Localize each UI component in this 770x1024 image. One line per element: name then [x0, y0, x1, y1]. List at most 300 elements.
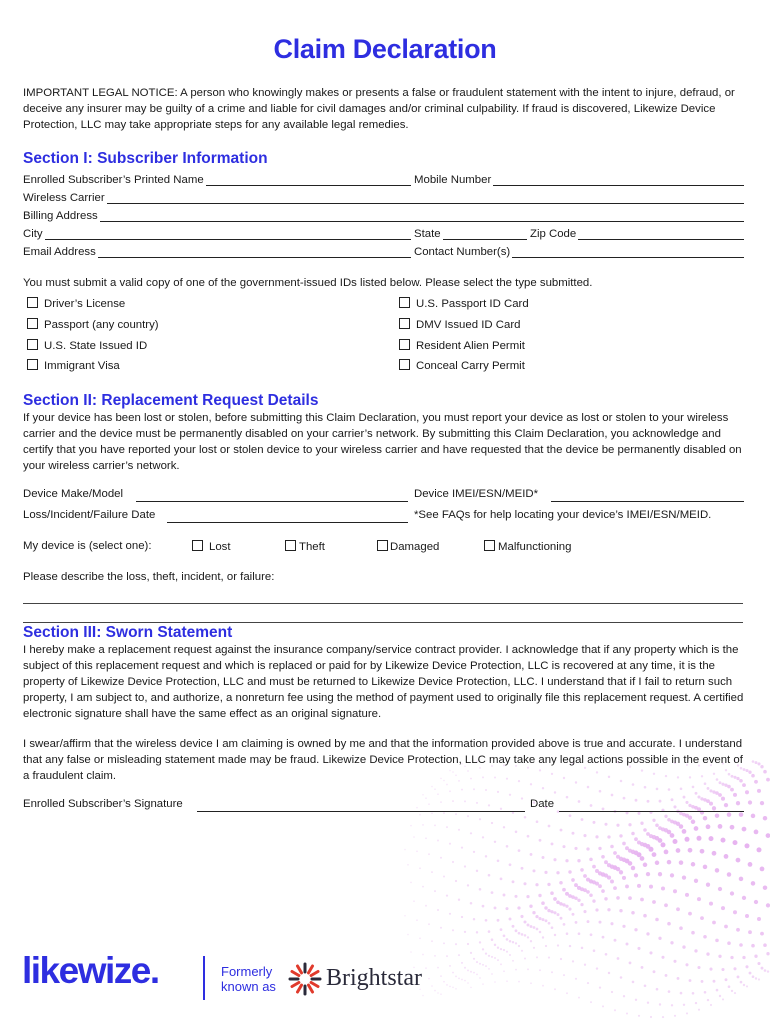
decorative-dot	[518, 945, 520, 947]
decorative-dot	[748, 800, 752, 804]
decorative-dot	[557, 944, 559, 946]
decorative-dot	[530, 853, 533, 856]
decorative-dot	[515, 969, 517, 971]
status-option-malfunctioning[interactable]	[484, 540, 571, 553]
decorative-dot	[587, 786, 590, 789]
decorative-dot	[628, 861, 633, 866]
decorative-dot	[479, 888, 482, 891]
checkbox[interactable]	[192, 540, 203, 551]
decorative-dot	[709, 789, 712, 792]
decorative-dot	[586, 847, 589, 850]
decorative-dot	[664, 815, 667, 818]
decorative-dot	[581, 818, 584, 821]
id-option-resident-alien[interactable]	[399, 339, 525, 352]
decorative-dot	[706, 799, 710, 803]
section-2-intro: If your device has been lost or stolen, before submitting this Claim Declaration, you must report your device as lost or stolen to your wireless carrier and the device must be permanently disabled on your carrier’s network. By submitting this Claim Declaration, you acknowledge and certify that you have reported your lost or stolen device to your wireless carrier and have requested that the device be permanently disabled on your wireless carrier’s network.	[23, 412, 742, 472]
state-field[interactable]	[414, 224, 527, 240]
decorative-dot	[407, 934, 409, 936]
decorative-dot	[550, 910, 553, 913]
decorative-dot	[653, 970, 656, 973]
decorative-dot	[580, 868, 584, 872]
decorative-dot	[671, 798, 674, 801]
decorative-dot	[568, 870, 571, 873]
decorative-dot	[721, 838, 726, 843]
decorative-dot	[763, 943, 767, 947]
decorative-dot	[722, 998, 724, 1000]
decorative-dot	[500, 948, 502, 950]
decorative-dot	[718, 887, 722, 891]
decorative-dot	[491, 973, 493, 975]
id-option-label: U.S. Passport ID Card	[416, 298, 529, 310]
decorative-dot	[682, 829, 687, 834]
decorative-dot	[622, 842, 626, 846]
decorative-dot	[482, 983, 484, 985]
decorative-dot	[428, 853, 430, 855]
decorative-dot	[473, 918, 475, 920]
decorative-dot	[470, 987, 472, 989]
decorative-dot	[715, 868, 720, 873]
city-field[interactable]	[23, 224, 411, 240]
formerly-line-2: known as	[221, 979, 276, 994]
decorative-dot	[751, 774, 755, 778]
decorative-dot	[619, 870, 623, 874]
decorative-dot	[434, 788, 436, 790]
decorative-dot	[446, 895, 448, 897]
decorative-dot	[542, 985, 544, 987]
decorative-dot	[712, 851, 717, 856]
decorative-dot	[601, 855, 605, 859]
decorative-dot	[419, 937, 421, 939]
decorative-dot	[607, 876, 611, 880]
decorative-dot	[668, 990, 671, 993]
decorative-dot	[580, 903, 583, 906]
decorative-dot	[425, 905, 427, 907]
decorative-dot	[706, 824, 711, 829]
id-option-label: Conceal Carry Permit	[416, 360, 525, 372]
decorative-dot	[440, 993, 442, 995]
decorative-dot	[425, 837, 427, 839]
decorative-dot	[643, 914, 647, 918]
decorative-dot	[500, 878, 503, 881]
checkbox[interactable]	[399, 318, 410, 329]
decorative-dot	[688, 912, 692, 916]
decorative-dot	[476, 802, 478, 804]
city-line[interactable]	[45, 229, 411, 240]
checkbox[interactable]	[27, 297, 38, 308]
decorative-dot	[593, 949, 596, 952]
decorative-dot	[598, 884, 602, 888]
decorative-dot	[512, 925, 515, 928]
decorative-dot	[619, 834, 622, 837]
decorative-dot	[592, 865, 596, 869]
decorative-dot	[731, 990, 733, 992]
zip-code-line[interactable]	[578, 229, 744, 240]
decorative-dot	[614, 1009, 616, 1011]
status-option-label: Damaged	[390, 541, 440, 553]
decorative-dot	[709, 836, 714, 841]
burst-ray	[309, 966, 313, 973]
decorative-dot	[569, 945, 571, 947]
decorative-dot	[704, 991, 707, 994]
decorative-dot	[476, 974, 478, 976]
decorative-dot	[683, 796, 686, 799]
decorative-dot	[455, 988, 457, 990]
decorative-dot	[661, 886, 665, 890]
printed-name-line[interactable]	[206, 175, 411, 186]
decorative-dot	[746, 985, 748, 987]
checkbox[interactable]	[27, 339, 38, 350]
decorative-dot	[727, 785, 731, 789]
device-make-model-label: Device Make/Model	[23, 488, 124, 500]
decorative-dot	[724, 925, 728, 929]
decorative-dot	[565, 859, 568, 862]
decorative-dot	[659, 800, 662, 803]
decorative-dot	[485, 919, 488, 922]
describe-line-1[interactable]	[23, 603, 743, 604]
decorative-dot	[521, 933, 524, 936]
checkbox[interactable]	[399, 339, 410, 350]
decorative-dot	[410, 825, 412, 827]
decorative-dot	[551, 842, 554, 845]
decorative-dot	[736, 801, 740, 805]
decorative-dot	[674, 1015, 676, 1017]
decorative-dot	[739, 812, 744, 817]
decorative-dot	[760, 867, 765, 872]
decorative-dot	[491, 822, 493, 824]
decorative-dot	[530, 925, 533, 928]
device-imei-line[interactable]	[551, 501, 744, 502]
decorative-dot	[503, 826, 505, 828]
decorative-dot	[413, 836, 415, 838]
legal-notice: IMPORTANT LEGAL NOTICE: A person who knowingly makes or presents a false or fraudulent statement with the intent to injure, defraud, or deceive any insurer may be guilty of a crime and liable for civil damages and/or criminal culpability. If fraud is discovered, Likewize Device Protection, LLC may take appropriate steps for any available legal remedies.	[23, 87, 735, 131]
decorative-dot	[652, 900, 656, 904]
decorative-dot	[604, 860, 608, 864]
status-option-damaged[interactable]	[377, 540, 439, 553]
decorative-dot	[695, 1002, 697, 1004]
decorative-dot	[736, 928, 740, 932]
contact-numbers-field[interactable]	[414, 242, 744, 258]
loss-date-label: Loss/Incident/Failure Date	[23, 509, 156, 521]
decorative-dot	[751, 944, 755, 948]
burst-ray	[309, 985, 313, 992]
decorative-dot	[718, 793, 722, 797]
checkbox[interactable]	[399, 297, 410, 308]
decorative-dot	[422, 824, 424, 826]
device-imei-label: Device IMEI/ESN/MEID*	[414, 488, 539, 500]
printed-name-field[interactable]	[23, 170, 411, 186]
decorative-dot	[452, 929, 454, 931]
status-option-label: Lost	[209, 541, 231, 553]
decorative-dot	[721, 906, 725, 910]
decorative-dot	[646, 872, 650, 876]
describe-line-2[interactable]	[23, 622, 743, 623]
decorative-dot	[452, 800, 454, 802]
contact-numbers-label: Contact Number(s)	[414, 246, 511, 258]
decorative-dot	[440, 975, 442, 977]
decorative-dot	[740, 981, 743, 984]
decorative-dot	[748, 930, 752, 934]
decorative-dot	[713, 980, 716, 983]
decorative-dot	[482, 948, 484, 950]
decorative-dot	[647, 800, 650, 803]
decorative-dot	[686, 1012, 688, 1014]
decorative-dot	[440, 801, 442, 803]
decorative-dot	[563, 923, 566, 926]
decorative-dot	[452, 987, 454, 989]
decorative-dot	[562, 845, 565, 848]
decorative-dot	[413, 900, 415, 902]
email-address-label: Email Address	[23, 246, 96, 258]
decorative-dot	[431, 871, 433, 873]
decorative-dot	[763, 816, 768, 821]
decorative-dot	[566, 796, 569, 799]
decorative-dot	[545, 945, 547, 947]
decorative-dot	[503, 894, 506, 897]
decorative-dot	[446, 955, 448, 957]
status-option-theft[interactable]	[285, 540, 325, 553]
id-option-immigrant-visa[interactable]	[27, 359, 120, 372]
decorative-dot	[467, 969, 469, 971]
id-option-drivers-license[interactable]	[27, 297, 125, 310]
decorative-dot	[428, 923, 430, 925]
decorative-dot	[485, 965, 487, 967]
decorative-dot	[695, 792, 698, 795]
decorative-dot	[559, 902, 563, 906]
decorative-dot	[766, 952, 769, 955]
decorative-dot	[616, 896, 620, 900]
checkbox[interactable]	[399, 359, 410, 370]
decorative-dot	[706, 883, 710, 887]
decorative-dot	[635, 799, 638, 802]
decorative-dot	[488, 804, 490, 806]
decorative-dot	[503, 934, 506, 937]
decorative-dot	[680, 992, 683, 995]
decorative-dot	[553, 858, 556, 861]
billing-address-field[interactable]	[23, 206, 744, 222]
decorative-dot	[667, 922, 671, 926]
decorative-dot	[530, 940, 532, 942]
loss-date-line[interactable]	[167, 522, 408, 523]
decorative-dot	[613, 886, 617, 890]
section-2-heading: Section II: Replacement Request Details	[23, 392, 319, 409]
decorative-dot	[440, 857, 442, 859]
decorative-dot	[497, 947, 499, 949]
contact-numbers-line[interactable]	[512, 247, 744, 258]
decorative-dot	[446, 826, 448, 828]
status-option-label: Malfunctioning	[498, 541, 572, 553]
decorative-dot	[446, 984, 448, 986]
id-option-state-id[interactable]	[27, 339, 147, 352]
decorative-dot	[488, 874, 491, 877]
id-option-label: Resident Alien Permit	[416, 340, 525, 352]
decorative-dot	[455, 813, 457, 815]
wireless-carrier-field[interactable]	[23, 188, 744, 204]
decorative-dot	[541, 901, 545, 905]
decorative-dot	[685, 963, 688, 966]
date-line[interactable]	[559, 811, 744, 812]
decorative-dot	[578, 932, 581, 935]
decorative-dot	[587, 920, 590, 923]
decorative-dot	[757, 847, 762, 852]
id-option-conceal-carry[interactable]	[399, 359, 525, 372]
decorative-dot	[443, 812, 445, 814]
decorative-dot	[691, 862, 696, 867]
decorative-dot	[755, 761, 758, 764]
decorative-dot	[649, 885, 653, 889]
decorative-dot	[524, 958, 526, 960]
decorative-dot	[587, 982, 589, 984]
decorative-dot	[673, 960, 676, 963]
decorative-dot	[416, 919, 418, 921]
decorative-dot	[763, 885, 768, 890]
decorative-dot	[679, 860, 684, 865]
decorative-dot	[751, 881, 756, 886]
decorative-dot	[521, 950, 523, 952]
decorative-dot	[652, 852, 657, 857]
checkbox[interactable]	[285, 540, 296, 551]
decorative-dot	[530, 982, 532, 984]
signature-label: Enrolled Subscriber’s Signature	[23, 798, 183, 810]
decorative-dot	[677, 977, 680, 980]
decorative-dot	[716, 989, 719, 992]
burst-ray	[292, 972, 299, 976]
decorative-dot	[631, 832, 635, 836]
decorative-dot	[634, 837, 638, 841]
describe-label: Please describe the loss, theft, incident, or failure:	[23, 571, 275, 583]
email-address-field[interactable]	[23, 242, 411, 258]
decorative-dot	[631, 911, 635, 915]
id-option-us-passport-card[interactable]	[399, 297, 529, 310]
checkbox[interactable]	[484, 540, 495, 551]
decorative-dot	[638, 1015, 640, 1017]
decorative-dot	[455, 880, 457, 882]
decorative-dot	[512, 960, 514, 962]
mobile-number-field[interactable]	[414, 170, 744, 186]
decorative-dot	[542, 918, 545, 921]
decorative-dot	[464, 800, 466, 802]
decorative-dot	[539, 839, 542, 842]
decorative-dot	[640, 856, 645, 861]
decorative-dot	[554, 934, 556, 936]
decorative-dot	[610, 922, 613, 925]
decorative-dot	[524, 934, 527, 937]
decorative-dot	[500, 808, 502, 810]
decorative-dot	[709, 968, 712, 971]
decorative-dot	[664, 850, 669, 855]
decorative-dot	[736, 858, 741, 863]
billing-address-line[interactable]	[100, 211, 744, 222]
device-make-model-line[interactable]	[136, 501, 408, 502]
decorative-dot	[527, 936, 529, 938]
decorative-dot	[494, 981, 496, 983]
decorative-dot	[488, 955, 490, 957]
decorative-dot	[509, 940, 512, 943]
decorative-dot	[694, 826, 699, 831]
decorative-dot	[646, 932, 649, 935]
decorative-dot	[572, 960, 574, 962]
id-option-dmv-card[interactable]	[399, 318, 520, 331]
decorative-dot	[749, 972, 752, 975]
decorative-dot	[652, 819, 655, 822]
decorative-dot	[679, 926, 683, 930]
decorative-dot	[521, 867, 524, 870]
decorative-dot	[538, 917, 541, 920]
decorative-dot	[569, 814, 572, 817]
decorative-dot	[464, 967, 466, 969]
decorative-dot	[515, 831, 518, 834]
decorative-dot	[610, 845, 614, 849]
decorative-dot	[526, 895, 529, 898]
decorative-dot	[752, 975, 755, 978]
decorative-dot	[428, 803, 430, 805]
decorative-dot	[730, 825, 735, 830]
decorative-dot	[605, 953, 608, 956]
decorative-dot	[542, 936, 544, 938]
email-address-line[interactable]	[98, 247, 411, 258]
status-option-lost[interactable]	[192, 540, 231, 553]
signature-line[interactable]	[197, 811, 525, 812]
decorative-dot	[691, 931, 695, 935]
state-line[interactable]	[443, 229, 527, 240]
id-option-passport[interactable]	[27, 318, 159, 331]
zip-code-field[interactable]	[530, 224, 744, 240]
decorative-dot	[667, 830, 672, 835]
decorative-dot	[712, 921, 716, 925]
wireless-carrier-line[interactable]	[107, 193, 744, 204]
decorative-dot	[574, 883, 578, 887]
decorative-dot	[649, 847, 654, 852]
decorative-dot	[589, 858, 593, 862]
decorative-dot	[538, 894, 541, 897]
checkbox[interactable]	[27, 359, 38, 370]
decorative-dot	[727, 812, 732, 817]
mobile-number-line[interactable]	[493, 175, 744, 186]
decorative-dot	[560, 829, 563, 832]
decorative-dot	[506, 938, 509, 941]
decorative-dot	[479, 941, 481, 943]
decorative-dot	[637, 884, 641, 888]
decorative-dot	[545, 919, 548, 922]
decorative-dot	[452, 972, 454, 974]
decorative-dot	[574, 847, 577, 850]
decorative-dot	[562, 888, 566, 892]
decorative-dot	[608, 972, 610, 974]
checkbox[interactable]	[377, 540, 388, 551]
decorative-dot	[437, 992, 439, 994]
decorative-dot	[724, 784, 727, 787]
decorative-dot	[527, 924, 530, 927]
decorative-dot	[533, 926, 536, 929]
decorative-dot	[676, 907, 680, 911]
decorative-dot	[524, 816, 527, 819]
decorative-dot	[559, 881, 563, 885]
decorative-dot	[641, 966, 644, 969]
id-option-label: Passport (any country)	[44, 319, 159, 331]
decorative-dot	[544, 871, 547, 874]
decorative-dot	[743, 984, 745, 986]
decorative-dot	[730, 891, 734, 895]
decorative-dot	[637, 947, 640, 950]
decorative-dot	[752, 760, 755, 763]
decorative-dot	[482, 905, 485, 908]
decorative-dot	[700, 916, 704, 920]
decorative-dot	[578, 800, 581, 803]
checkbox[interactable]	[27, 318, 38, 329]
date-label: Date	[530, 798, 555, 810]
decorative-dot	[500, 928, 503, 931]
decorative-dot	[596, 967, 598, 969]
decorative-dot	[479, 977, 481, 979]
